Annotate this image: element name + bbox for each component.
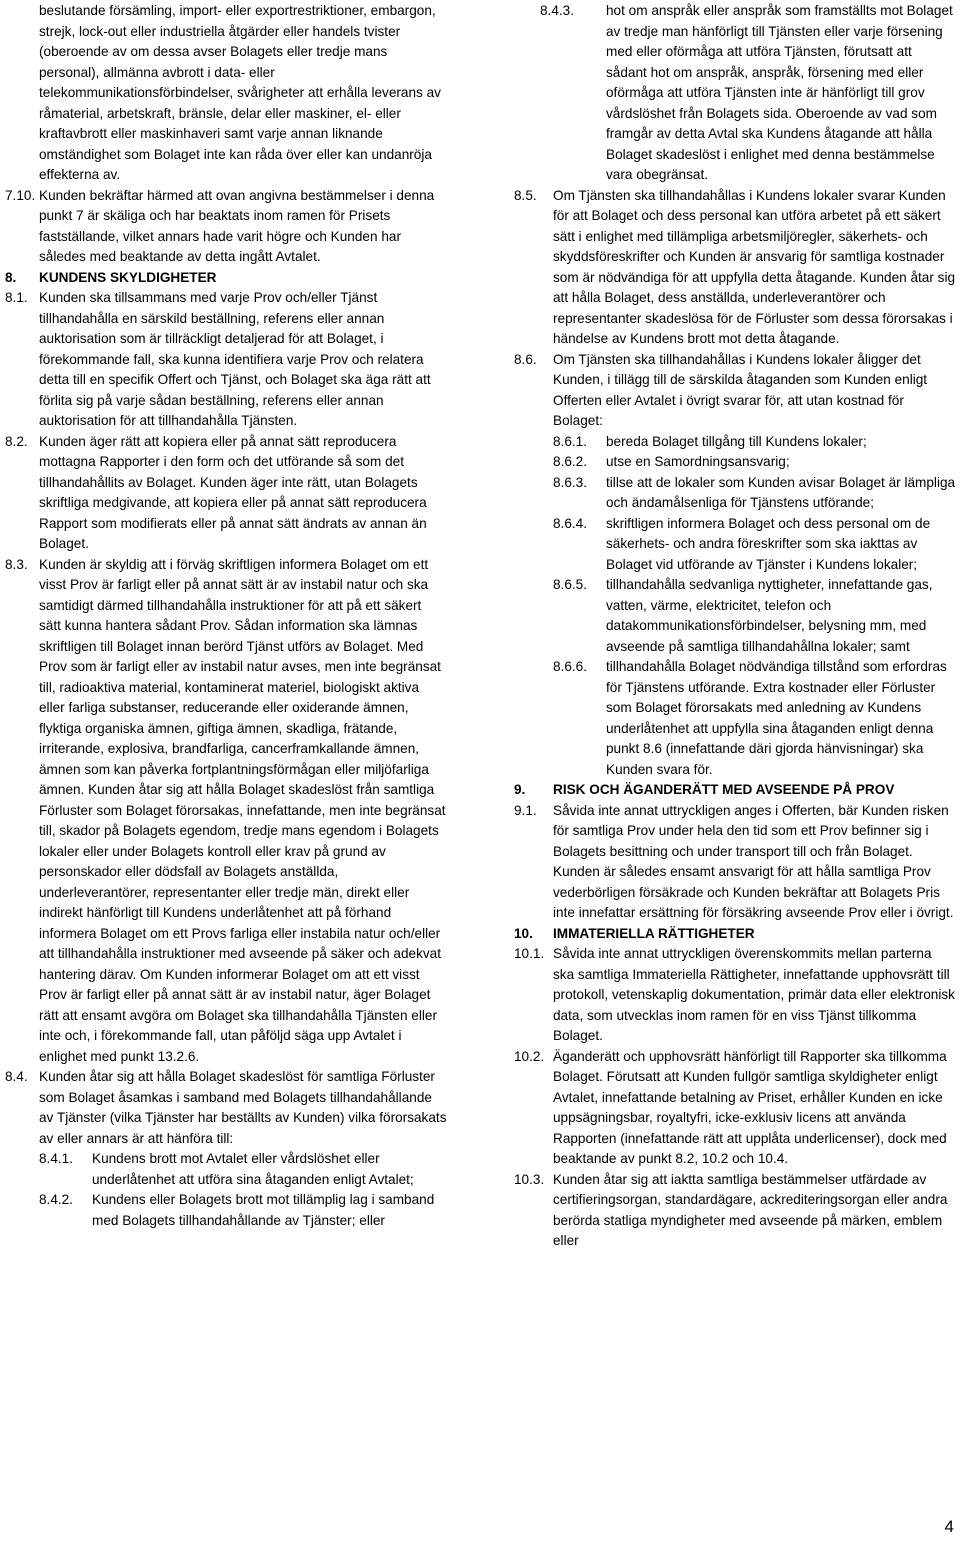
- clause-8-6-4: [514, 514, 956, 576]
- clause-text: Kunden åtar sig att hålla Bolaget skadeslöst för samtliga Förluster som Bolaget åsamkas i samband med Bolagets tillhandahållande av Tjänster (vilka Tjänster har beställts av Kunden) vilka förorsakats av eller annars är att hänföra till:: [39, 1069, 447, 1146]
- clause-number: 8.2.: [5, 433, 28, 449]
- clause-number: 8.1.: [5, 290, 28, 305]
- section-heading-10: [514, 924, 956, 945]
- clause-8-2: [5, 432, 447, 555]
- section-title: RISK OCH ÄGANDERÄTT MED AVSEENDE PÅ PROV: [553, 782, 895, 797]
- clause-8-1: [5, 288, 447, 432]
- clause-text: Om Tjänsten ska tillhandahållas i Kundens lokaler svarar Kunden för att Bolaget och dess personal kan utföra arbetet på ett säkert sätt i enlighet med tillämpliga arbetsmiljöregler, säkerhets- och skyddsföreskrifter och Kunden är ansvarig för samtliga kostnader som är nödvändiga för att uppfylla detta åtagande. Kunden åtar sig att hålla Bolaget, dess anställda, underleverantörer och representanter skadeslösa för de Förluster som dessa förorsakas i händelse av Kundens brott mot detta åtagande.: [553, 187, 956, 346]
- clause-number: 8.6.3.: [553, 474, 588, 490]
- section-title: KUNDENS SKYLDIGHETER: [39, 269, 217, 285]
- clause-text: skriftligen informera Bolaget och dess personal om de säkerhets- och andra föreskrifter som ska iakttas av Bolaget vid utförande av Tjänster i Kundens lokaler;: [606, 515, 931, 572]
- clause-number: 9.1.: [514, 802, 537, 818]
- clause-10-1: [514, 944, 956, 1047]
- clause-8-6-3: [514, 473, 956, 514]
- clause-number: 7.10.: [5, 187, 36, 203]
- clause-8-4-3: [514, 1, 956, 186]
- clause-number: 8.6.1.: [553, 433, 588, 449]
- clause-8-6-5: [514, 575, 956, 657]
- clause-text: tillse att de lokaler som Kunden avisar Bolaget är lämpliga och ändamålsenliga för Tjänstens utförande;: [606, 474, 956, 510]
- clause-number: 8.6.6.: [553, 659, 588, 674]
- clause-text: Om Tjänsten ska tillhandahållas i Kundens lokaler åligger det Kunden, i tillägg till de särskilda åtaganden som Kunden enligt Offerten eller Avtalet i övrigt svarar för, att utan kostnad för Bolaget:: [553, 351, 928, 428]
- clause-text: hot om anspråk eller anspråk som framställts mot Bolaget av tredje man hänförligt till Tjänsten eller varje försening med eller oförmåga att utföra Tjänsten, förutsatt att sådant hot om anspråk, anspråk, försening med eller oförmåga att utföra Tjänsten inte är hänförligt till grov vårdslöshet från Bolagets sida. Oberoende av vad som framgår av detta Avtal ska Kundens åtagande att hålla Bolaget skadeslöst i enlighet med denna bestämmelse vara obegränsat.: [606, 3, 953, 182]
- clause-number: 10.2.: [514, 1048, 545, 1064]
- clause-8-4-2: [5, 1190, 447, 1231]
- clause-7-10: [5, 186, 447, 268]
- clause-text: Kunden bekräftar härmed att ovan angivna bestämmelser i denna punkt 7 är skäliga och har beaktats inom ramen för Prisets fastställande, vilket annars hade varit högre och Kunden har således med beaktande av detta ingått Avtalet.: [39, 187, 435, 264]
- clause-number: 8.4.3.: [540, 3, 575, 18]
- clause-text: Såvida inte annat uttryckligen överenskommits mellan parterna ska samtliga Immateriella Rättigheter, innefattande upphovsrätt till protokoll, vetenskaplig dokumentation, primär data eller elektronisk data, som utvecklas inom ramen för en viss Tjänst tillkomma Bolaget.: [553, 946, 955, 1043]
- right-column: [514, 1, 956, 1252]
- clause-number: 8.6.5.: [553, 577, 588, 592]
- section-heading-9: [514, 780, 956, 801]
- clause-9-1: [514, 801, 956, 924]
- page-number: 4: [944, 1517, 954, 1536]
- clause-number: 10.1.: [514, 946, 545, 961]
- clause-number: 8.6.2.: [553, 454, 588, 469]
- clause-8-5: [514, 186, 956, 350]
- left-column: [5, 1, 447, 1231]
- clause-8-4-1: [5, 1149, 447, 1190]
- clause-number: 8.4.2.: [39, 1192, 74, 1207]
- clause-7-9-continuation: [5, 1, 447, 186]
- clause-text: Kunden åtar sig att iaktta samtliga bestämmelser utfärdade av certifieringsorgan, standardägare, ackrediteringsorgan eller andra berörda statliga myndigheter med avseende på märken, emblem eller: [553, 1171, 948, 1248]
- clause-number: 8.3.: [5, 556, 28, 572]
- clause-text: tillhandahålla Bolaget nödvändiga tillstånd som erfordras för Tjänstens utförande. Extra kostnader eller Förluster som Bolaget förorsakats med anledning av Kundens underlåtenhet att uppfylla sina åtaganden enligt denna punkt 8.6 (innefattande däri gjorda hänvisningar) ska Kunden svara för.: [606, 659, 947, 777]
- clause-8-6-1: [514, 432, 956, 453]
- clause-10-3: [514, 1170, 956, 1252]
- clause-text: beslutande försämling, import- eller exportrestriktioner, embargon, strejk, lock-out eller industriella åtgärder eller handels tvister (oberoende av om dessa avser Bolagets eller tredje mans personal), allmänna avbrott i data- eller telekommunikationsförbindelser, svårigheter att erhålla leverans av råmaterial, arbetskraft, bränsle, delar eller maskiner, el- eller kraftavbrott eller maskinhaveri samt varje annan liknande omständighet som Bolaget inte kan råda över eller kan undanröja effekterna av.: [39, 3, 441, 182]
- clause-number: 8.6.4.: [553, 515, 588, 531]
- clause-10-2: [514, 1047, 956, 1170]
- clause-number: 10.3.: [514, 1171, 545, 1187]
- clause-number: 8.6.: [514, 351, 537, 367]
- clause-text: tillhandahålla sedvanliga nyttigheter, innefattande gas, vatten, värme, elektricitet, telefon och datakommunikationsförbindelser, belysning mm, med avseende på samtliga tillhandahållna lokaler; samt: [606, 577, 933, 654]
- section-heading-8: [5, 268, 447, 289]
- clause-8-4: [5, 1067, 447, 1149]
- clause-number: 8.4.: [5, 1069, 28, 1084]
- clause-text: Kundens brott mot Avtalet eller vårdslöshet eller underlåtenhet att utföra sina åtaganden enligt Avtalet;: [92, 1151, 414, 1187]
- section-title: IMMATERIELLA RÄTTIGHETER: [553, 925, 755, 941]
- clause-8-3: [5, 555, 447, 1068]
- clause-8-6: [514, 350, 956, 432]
- clause-8-6-2: [514, 452, 956, 473]
- clause-text: Kundens eller Bolagets brott mot tillämplig lag i samband med Bolagets tillhandahållande av Tjänster; eller: [92, 1192, 435, 1228]
- clause-number: 8.5.: [514, 187, 537, 203]
- section-number: 8.: [5, 269, 17, 285]
- clause-text: Kunden ska tillsammans med varje Prov och/eller Tjänst tillhandahålla en särskild beställning, referens eller annan auktorisation som är tillräckligt detaljerad för att Bolaget, i förekommande fall, ska kunna identifiera varje Prov och relatera detta till en specifik Offert och Tjänst, och Bolaget ska äga rätt att förlita sig på varje sådan beställning, referens eller annan auktorisation för att tillhandahålla Tjänsten.: [39, 290, 431, 428]
- clause-text: Kunden äger rätt att kopiera eller på annat sätt reproducera mottagna Rapporter i den form och det utförande så som det tillhandahållits av Bolaget. Kunden äger inte rätt, utan Bolagets skriftliga medgivande, att kopiera eller på annat sätt reproducera Rapport som modifierats eller på annat sätt ändrats av annan än Bolaget.: [39, 433, 427, 551]
- section-number: 10.: [514, 925, 533, 941]
- clause-text: bereda Bolaget tillgång till Kundens lokaler;: [606, 433, 867, 449]
- section-number: 9.: [514, 782, 526, 797]
- clause-number: 8.4.1.: [39, 1151, 74, 1166]
- clause-text: utse en Samordningsansvarig;: [606, 454, 790, 469]
- clause-text: Såvida inte annat uttryckligen anges i Offerten, bär Kunden risken för samtliga Prov under hela den tid som ett Prov befinner sig i Bolagets besittning och under transport till och från Bolaget. Kunden är således ensamt ansvarigt för att hålla samtliga Prov vederbörligen försäkrade och Kunden bekräftar att Bolagets Pris inte innefattar ersättning för försäkring avseende Prov eller i övrigt.: [553, 802, 954, 920]
- clause-8-6-6: [514, 657, 956, 780]
- clause-text: Äganderätt och upphovsrätt hänförligt till Rapporter ska tillkomma Bolaget. Förutsatt att Kunden fullgör samtliga skyldigheter enligt Avtalet, innefattande betalning av Priset, erhåller Kunden en icke uppsägningsbar, royaltyfri, icke-exklusiv licens att använda Rapporten (innefattande rätt att upplåta underlicenser), dock med beaktande av punkt 8.2, 10.2 och 10.4.: [553, 1048, 947, 1166]
- clause-text: Kunden är skyldig att i förväg skriftligen informera Bolaget om ett visst Prov är farligt eller på annat sätt är av instabil natur och ska samtidigt därmed tillhandahålla instruktioner för att på ett säkert sätt kunna hantera sådant Prov. Sådan information ska lämnas skriftligen till Bolaget innan berörd Tjänst utförs av Bolaget. Med Prov som är farligt eller av instabil natur avses, men inte begränsat till, radioaktiva material, kontaminerat materiel, biologiskt aktiva eller farliga substanser, reducerande eller oxiderande ämnen, flyktiga organiska ämnen, giftiga ämnen, skadliga, frätande, irriterande, explosiva, brandfarliga, cancerframkallande ämnen, ämnen som kan påverka fortplantningsförmågan eller miljöfarliga ämnen. Kunden åtar sig att hålla Bolaget skadeslöst från samtliga Förluster som Bolaget förorsakas, innefattande, men inte begränsat till, skador på Bolagets egendom, tredje mans egendom i Bolagets lokaler eller under Bolagets kontroll eller krav på grund av personskador eller dödsfall av Bolagets anställda, underleverantörer, representanter eller tredje män, direkt eller indirekt hänförligt till Kundens underlåtenhet att på förhand informera Bolaget om ett Provs farliga eller instabila natur och/eller att tillhandahålla instruktioner med avseende på säker och adekvat hantering därav. Om Kunden informerar Bolaget om att ett visst Prov är farligt eller på annat sätt är av instabil natur, äger Bolaget rätt att ensamt avgöra om Bolaget ska tillhandahålla Tjänsten eller inte och, i förekommande fall, utan påföljd säga upp Avtalet i enlighet med punkt 13.2.6.: [39, 556, 446, 1064]
